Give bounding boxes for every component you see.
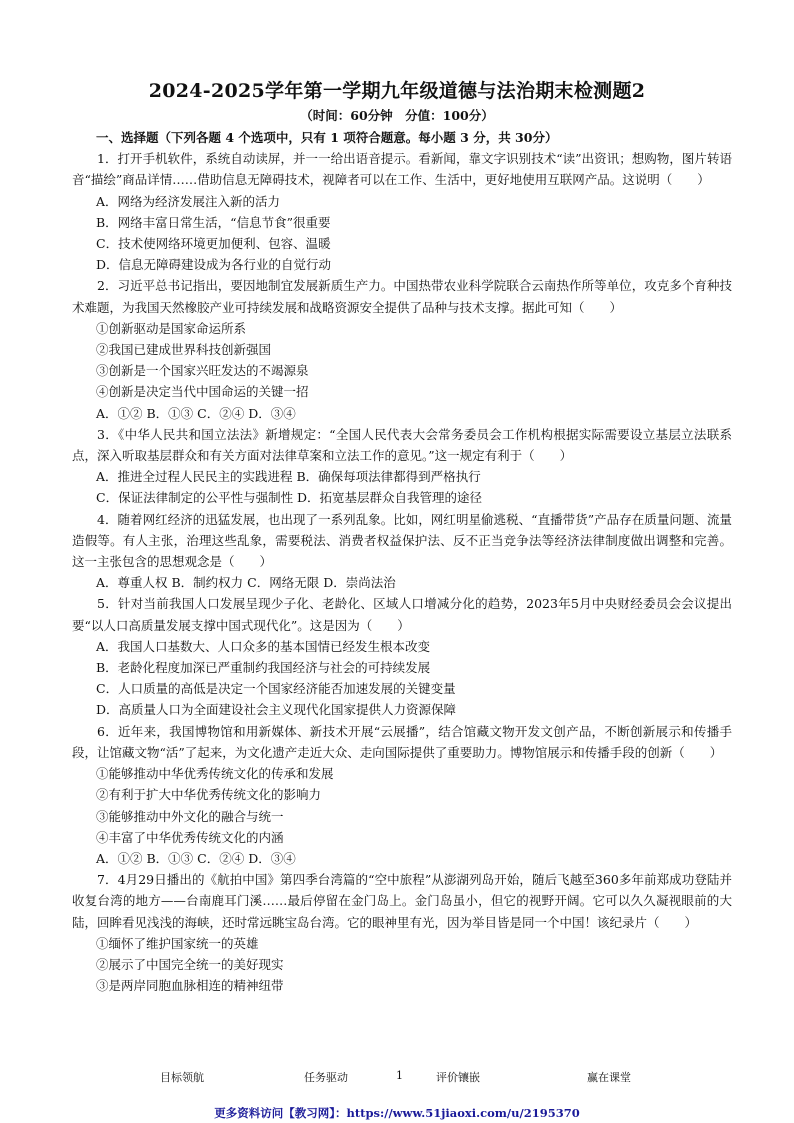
option: ①能够推动中华优秀传统文化的传承和发展 — [96, 766, 334, 782]
page-title: 2024-2025学年第一学期九年级道德与法治期末检测题2 — [148, 80, 646, 102]
option: D．信息无障碍建设成为各行业的自觉行动 — [96, 257, 332, 273]
option: A．网络为经济发展注入新的活力 — [96, 193, 281, 209]
question-2 — [72, 275, 732, 423]
option: C．人口质量的高低是决定一个国家经济能否加速发展的关键变量 — [96, 681, 456, 697]
footer-item-classroom: 赢在课堂 — [587, 1071, 631, 1084]
option: D．高质量人口为全面建设社会主义现代化国家提供人力资源保障 — [96, 702, 457, 718]
exam-meta: （时间：60分钟 分值：100分） — [300, 108, 494, 123]
option: ②有利于扩大中华优秀传统文化的影响力 — [96, 787, 322, 803]
footer-item-task: 任务驱动 — [304, 1071, 348, 1084]
option: ②展示了中国完全统一的美好现实 — [96, 956, 284, 972]
footer-item-evaluation: 评价镶嵌 — [436, 1071, 480, 1084]
option: C．技术使网络环境更加便利、包容、温暖 — [96, 236, 331, 252]
option: B．老龄化程度加深已严重制约我国经济与社会的可持续发展 — [96, 660, 431, 676]
option: A．我国人口基数大、人口众多的基本国情已经发生根本改变 — [96, 638, 431, 654]
answer-choices: A．尊重人权 B．制约权力 C．网络无限 D．崇尚法治 — [96, 575, 396, 591]
option: C．保证法律制定的公平性与强制性 D．拓宽基层群众自我管理的途径 — [96, 490, 483, 506]
question-stem: 4．随着网红经济的迅猛发展，也出现了一系列乱象。比如，网红明星偷逃税、“直播带货”产品存在质量问题、流量造假等。有人主张，治理这些乱象，需要税法、消费者权益保护法、反不正当竞争法等经济法律制度做出调整和完善。这一主张包含的思想观念是（ ） — [72, 511, 732, 570]
section-heading: 一、选择题（下列各题 4 个选项中，只有 1 项符合题意。每小题 3 分，共 30分） — [96, 130, 558, 145]
question-3 — [72, 424, 732, 509]
option: ③创新是一个国家兴旺发达的不竭源泉 — [96, 363, 309, 379]
option: ②我国已建成世界科技创新强国 — [96, 342, 272, 358]
question-stem: 5．针对当前我国人口发展呈现少子化、老龄化、区域人口增减分化的趋势，2023年5月中央财经委员会会议提出要“以人口高质量发展支撑中国式现代化”。这是因为（ ） — [72, 596, 732, 633]
option: ④丰富了中华优秀传统文化的内涵 — [96, 829, 284, 845]
resource-link[interactable]: 更多资料访问【教习网】：https://www.51jiaoxi.com/u/2195370 — [214, 1106, 580, 1120]
answer-choices: A．①② B．①③ C．②④ D．③④ — [96, 850, 296, 866]
question-stem: 7．4月29日播出的《航拍中国》第四季台湾篇的“空中旅程”从澎湖列岛开始，随后飞越至360多年前郑成功登陆并收复台湾的地方——台南鹿耳门溪……最后停留在金门岛上。金门岛虽小，但它的视野开阔。它可以久久凝视眼前的大陆，回眸看见浅浅的海峡，还时常远眺宝岛台湾。它的眼神里有光，因为举目皆是同一个中国！该纪录片（ ） — [72, 872, 732, 930]
footer-item-target: 目标领航 — [160, 1071, 204, 1084]
question-5 — [72, 593, 732, 720]
question-stem: 1．打开手机软件，系统自动读屏，并一一给出语音提示。看新闻，靠文字识别技术“读”出资讯；想购物，图片转语音“描绘”商品详情……借助信息无障碍技术，视障者可以在工作、生活中，更好地使用互联网产品。这说明（ ） — [72, 151, 732, 188]
option: ③是两岸同胞血脉相连的精神纽带 — [96, 978, 284, 994]
option: ①创新驱动是国家命运所系 — [96, 320, 247, 336]
option: B．网络丰富日常生活，“信息节食”很重要 — [96, 214, 331, 230]
question-stem: 3．《中华人民共和国立法法》新增规定：“全国人民代表大会常务委员会工作机构根据实际需要设立基层立法联系点，深入听取基层群众和有关方面对法律草案和立法工作的意见。”这一规定有利于（ ） — [72, 426, 732, 464]
option: ①缅怀了维护国家统一的英雄 — [96, 935, 259, 951]
question-4 — [72, 509, 732, 594]
option: ③能够推动中外文化的融合与统一 — [96, 808, 284, 824]
question-6 — [72, 721, 732, 869]
answer-choices: A．①② B．①③ C．②④ D．③④ — [96, 405, 296, 421]
option: A．推进全过程人民民主的实践进程 B．确保每项法律都得到严格执行 — [96, 469, 481, 485]
question-1 — [72, 148, 732, 275]
page-footer — [0, 1069, 794, 1085]
exam-content — [72, 127, 732, 996]
page-number: 1 — [396, 1069, 403, 1082]
question-stem: 6．近年来，我国博物馆和用新媒体、新技术开展“云展播”，结合馆藏文物开发文创产品，不断创新展示和传播手段，让馆藏文物“活”了起来，为文化遗产走近大众、走向国际提供了重要助力。博物馆展示和传播手段的创新（ ） — [72, 723, 732, 760]
option: ④创新是决定当代中国命运的关键一招 — [96, 384, 309, 400]
question-stem: 2．习近平总书记指出，要因地制宜发展新质生产力。中国热带农业科学院联合云南热作所等单位，攻克多个育种技术难题，为我国天然橡胶产业可持续发展和战略资源安全提供了品种与技术支撑。据此可知（ ） — [72, 278, 732, 315]
question-7 — [72, 869, 732, 996]
